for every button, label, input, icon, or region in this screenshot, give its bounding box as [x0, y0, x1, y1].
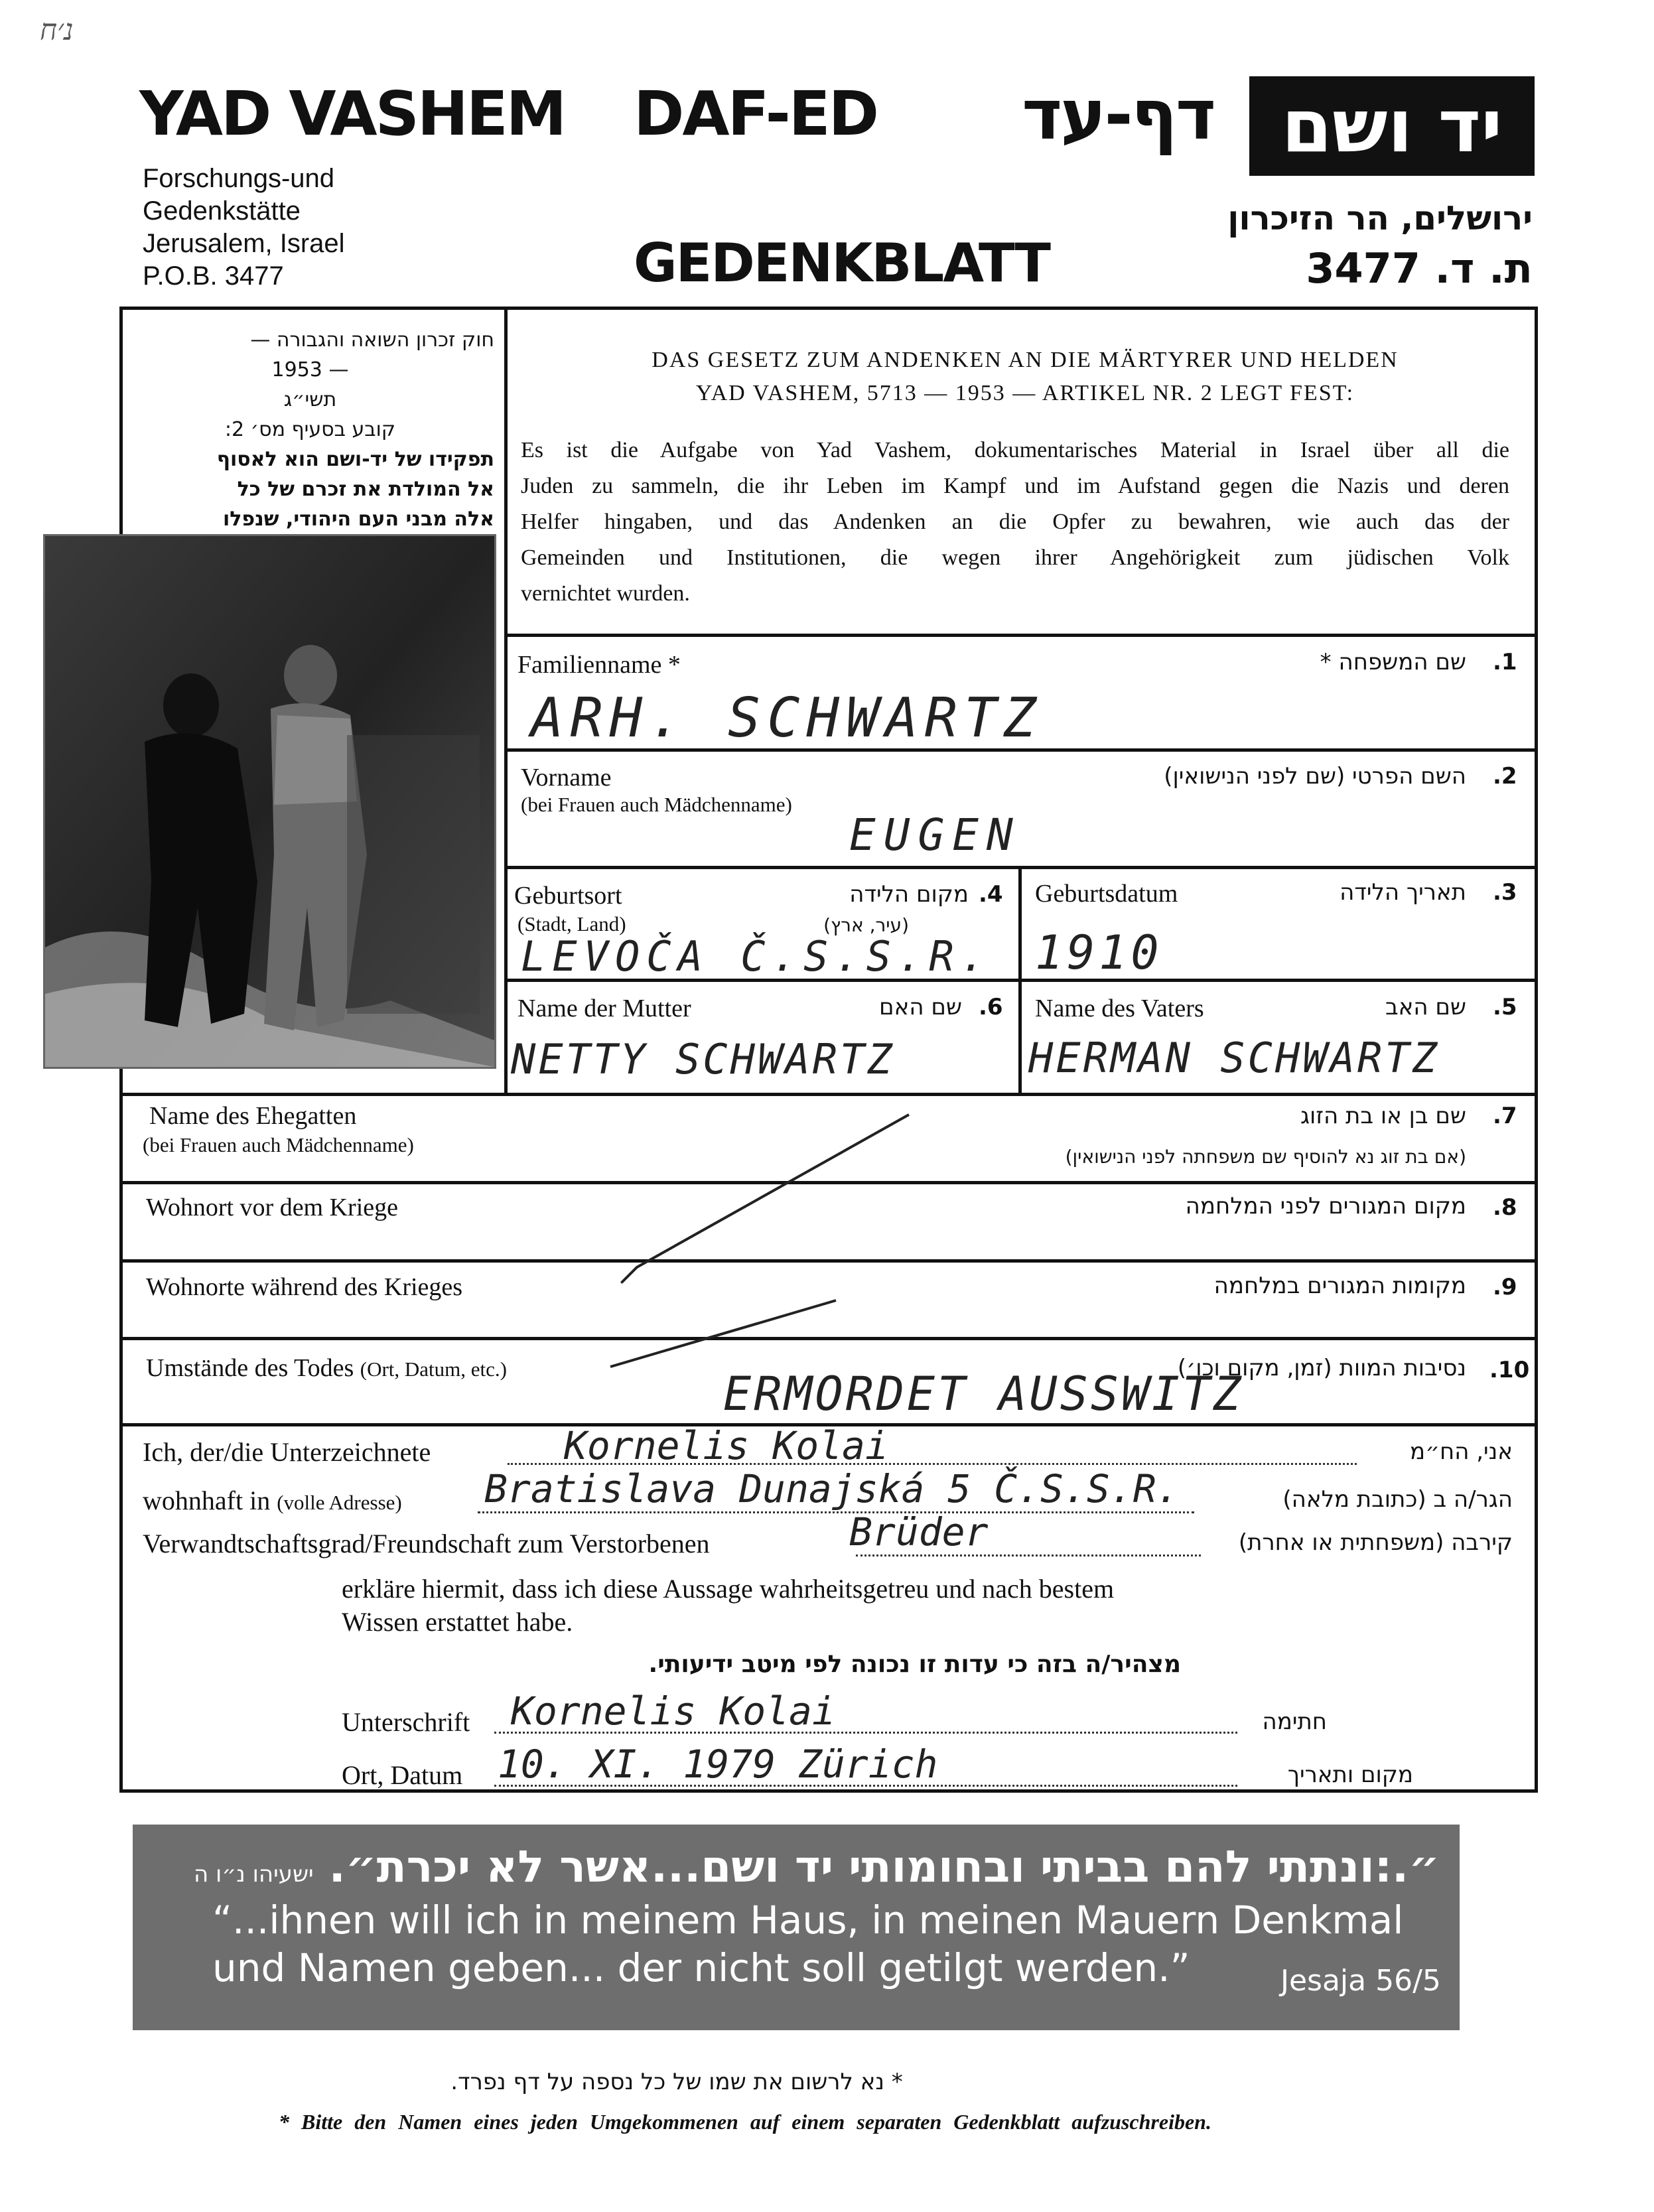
relation-value: Brüder: [849, 1509, 989, 1555]
footnote-german: * Bitte den Namen eines jeden Umgekommenen auf einem separaten Gedenkblatt aufzuschreiben.: [279, 2110, 1211, 2134]
footnote-hebrew: * נא לרשום את שמו של כל נספה על דף נפרד.: [450, 2069, 903, 2095]
law-line: Helfer hingaben, und das Andenken an die Opfer zu bewahren, wie auch das der: [521, 510, 1509, 534]
address-value: Bratislava Dunajská 5 Č.S.S.R.: [484, 1466, 1180, 1511]
law-heading-line: YAD VASHEM, 5713 — 1953 — ARTIKEL NR. 2 LEGT FEST:: [695, 381, 1355, 405]
birthplace-value: LEVOČA Č.S.S.R.: [521, 932, 992, 981]
institution-address: [143, 163, 345, 293]
address-line: Forschungs-und: [143, 164, 335, 193]
law-line: אל המולדת את זכרם של כל: [237, 478, 494, 501]
column-divider: [504, 307, 508, 1093]
field-number: .4: [979, 881, 1003, 908]
law-line: Es ist die Aufgabe von Yad Vashem, dokumentarisches Material in Israel über all die: [521, 438, 1509, 462]
field-number: .10: [1489, 1357, 1530, 1383]
birthdate-value: 1910: [1035, 926, 1163, 980]
birthplace-label-hebrew: מקום הלידה: [849, 881, 969, 908]
law-year-hebrew: תשי״ג: [283, 388, 337, 411]
banner-german-line: und Namen geben... der nicht soll getilgt werden.”: [212, 1945, 1190, 1990]
residence-before-war-label: Wohnort vor dem Kriege: [146, 1194, 398, 1221]
relation-label-hebrew: קירבה (משפחתית או אחרת): [1238, 1529, 1513, 1556]
address-hebrew: ירושלים, הר הזיכרון: [1227, 199, 1533, 238]
mother-name-label: Name der Mutter: [517, 995, 691, 1022]
law-heading: [524, 344, 1526, 410]
field-number: .5: [1493, 994, 1517, 1020]
address-label-hebrew: הגר/ה ב (כתובת מלאה): [1282, 1486, 1513, 1513]
frame-right-line: [1535, 307, 1538, 1793]
undersigned-label-hebrew: אני, הח״מ: [1410, 1438, 1513, 1465]
first-name-value: EUGEN: [849, 809, 1021, 861]
spouse-name-label-hebrew: שם בן או בת הזוג: [1300, 1103, 1466, 1129]
undersigned-label: Ich, der/die Unterzeichnete: [143, 1437, 431, 1467]
law-title-hebrew: חוק זכרון השואה והגבורה —: [250, 328, 494, 352]
circumstances-death-label-hebrew: נסיבות המוות (זמן, מקום וכו׳): [1177, 1355, 1466, 1381]
spouse-name-sublabel: (bei Frauen auch Mädchenname): [143, 1133, 414, 1156]
birthplace-sublabel: (Stadt, Land): [517, 912, 626, 935]
field-number: .3: [1493, 879, 1517, 906]
circumstances-death-value: ERMORDET AUSSWITZ: [723, 1367, 1244, 1421]
statement-line: erkläre hiermit, dass ich diese Aussage wahrheitsgetreu und nach bestem: [342, 1574, 1115, 1604]
law-line: תפקידו של יד-ושם הוא לאסוף: [216, 448, 494, 471]
law-line: אלה מבני העם היהודי, שנפלו: [222, 508, 494, 531]
pob-hebrew: ת. ד. 3477: [1306, 244, 1533, 293]
relation-label: Verwandtschaftsgrad/Freundschaft zum Verstorbenen: [143, 1529, 710, 1558]
address-line: [478, 1511, 1194, 1513]
law-year: [126, 355, 494, 385]
corner-mark: נ׳ח: [40, 13, 74, 47]
statement-hebrew: מצהיר/ה בזה כי עדות זו נכונה לפי מיטב ידיעותי.: [648, 1651, 1181, 1678]
strike-through-mark: [597, 1088, 969, 1373]
address-label-text: wohnhaft in: [143, 1486, 271, 1515]
father-name-label-hebrew: שם האב: [1385, 994, 1466, 1020]
law-heading-line: DAS GESETZ ZUM ANDENKEN AN DIE MÄRTYRER UND HELDEN: [652, 348, 1399, 372]
spouse-name-label: Name des Ehegatten: [149, 1102, 357, 1130]
address-line: P.O.B. 3477: [143, 261, 284, 291]
field-number: .6: [979, 994, 1003, 1020]
field-number: .8: [1493, 1194, 1517, 1221]
address-line: Jerusalem, Israel: [143, 229, 345, 258]
circumstances-death-sublabel: (Ort, Datum, etc.): [360, 1357, 507, 1381]
victim-photograph: [43, 534, 496, 1069]
mother-name-label-hebrew: שם האם: [879, 994, 962, 1020]
family-name-label: Familienname *: [517, 651, 681, 679]
statement-line: Wissen erstattet habe.: [342, 1607, 573, 1637]
first-name-label: Vorname: [521, 764, 612, 792]
spouse-name-sublabel-hebrew: (אם בת זוג נא להוסיף שם משפחתה לפני הנישואין): [1065, 1146, 1466, 1168]
circumstances-death-label-text: Umstände des Todes: [146, 1354, 354, 1382]
birthdate-label: Geburtsdatum: [1035, 880, 1178, 908]
undersigned-value: Kornelis Kolai: [564, 1423, 888, 1468]
residence-during-war-label-hebrew: מקומות המגורים במלחמה: [1213, 1273, 1466, 1299]
family-name-value: ARH. SCHWARTZ: [531, 687, 1043, 750]
form-title-latin: DAF-ED: [634, 78, 877, 149]
law-excerpt-hebrew: [126, 325, 494, 534]
law-line: vernichtet wurden.: [521, 581, 690, 606]
signature-label: Unterschrift: [342, 1707, 470, 1737]
residence-during-war-label: Wohnorte während des Krieges: [146, 1273, 463, 1301]
frame-top-line: [119, 307, 1538, 310]
residence-before-war-label-hebrew: מקום המגורים לפני המלחמה: [1185, 1193, 1466, 1219]
banner-german-line: “...ihnen will ich in meinem Haus, in meinen Mauern Denkmal: [212, 1898, 1404, 1943]
law-clause: קובע בסעיף מס׳ 2:: [224, 418, 396, 441]
banner-hebrew-reference: ישעיהו נ״ו ה: [193, 1861, 314, 1888]
signature-value: Kornelis Kolai: [511, 1689, 835, 1734]
frame-bottom-line: [119, 1789, 1538, 1793]
circumstances-death-label: [146, 1353, 507, 1383]
place-date-label-hebrew: מקום ותאריך: [1287, 1762, 1413, 1788]
first-name-label-hebrew: השם הפרטי (שם לפני הנישואין): [1164, 763, 1466, 790]
address-line: Gedenkstätte: [143, 196, 301, 226]
org-title-latin: YAD VASHEM: [139, 78, 565, 149]
law-body: [521, 433, 1509, 612]
law-line: Juden zu sammeln, die ihr Leben im Kampf und im Aufstand gegen die Nazis und deren: [521, 474, 1509, 498]
family-name-label-hebrew: שם המשפחה *: [1320, 649, 1466, 675]
law-year-latin: — 1953: [271, 358, 349, 381]
field-number: .2: [1493, 763, 1517, 790]
banner-hebrew-text: ״.:ונתתי להם בביתי ובחומותי יד ושם...אשר לא יכרת״.: [328, 1841, 1440, 1892]
law-line: Gemeinden und Institutionen, die wegen ihrer Angehörigkeit zum jüdischen Volk: [521, 545, 1509, 570]
place-date-label: Ort, Datum: [342, 1760, 463, 1790]
first-name-sublabel: (bei Frauen auch Mädchenname): [521, 793, 792, 816]
birthdate-label-hebrew: תאריך הלידה: [1340, 879, 1466, 906]
form-title: GEDENKBLATT: [634, 232, 1050, 294]
place-date-value: 10. XI. 1979 Zürich: [498, 1742, 938, 1787]
row-divider: [504, 634, 1538, 637]
father-name-label: Name des Vaters: [1035, 995, 1204, 1022]
mother-name-value: NETTY SCHWARTZ: [511, 1035, 895, 1083]
yad-vashem-logo: יד ושם: [1249, 76, 1535, 176]
banner-reference: Jesaja 56/5: [1280, 1964, 1441, 1998]
field-number: .9: [1493, 1274, 1517, 1300]
address-label: [143, 1485, 402, 1516]
field-number: .1: [1493, 649, 1517, 675]
isaiah-quote-banner: [133, 1825, 1460, 2030]
signature-label-hebrew: חתימה: [1262, 1708, 1327, 1735]
field-number: .7: [1493, 1103, 1517, 1129]
birthplace-sublabel-hebrew: (עיר, ארץ): [823, 914, 909, 936]
father-name-value: HERMAN SCHWARTZ: [1028, 1034, 1440, 1082]
relation-line: [856, 1555, 1201, 1556]
address-sublabel: (volle Adresse): [277, 1491, 402, 1514]
banner-hebrew-quote: [159, 1841, 1440, 1892]
statement: [342, 1572, 1114, 1639]
birthplace-label: Geburtsort: [514, 882, 622, 910]
photo-image: [45, 536, 494, 1067]
form-title-hebrew: דף-עד: [1022, 74, 1214, 155]
